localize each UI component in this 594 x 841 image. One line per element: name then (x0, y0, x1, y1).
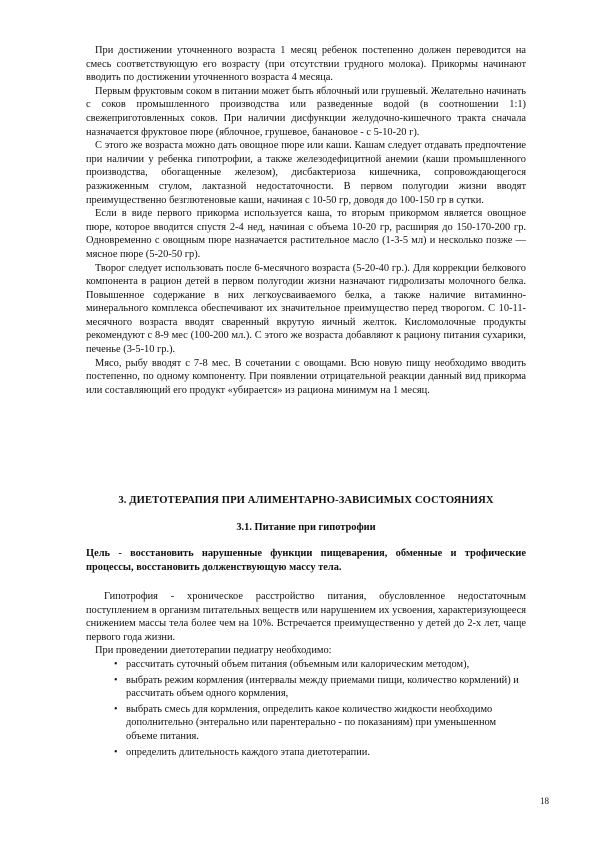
list-intro: При проведении диетотерапии педиатру необходимо: (95, 645, 332, 657)
subsection-heading: 3.1. Питание при гипотрофии (236, 522, 376, 533)
paragraph: Мясо, рыбу вводят с 7-8 мес. В сочетании с овощами. Всю новую пищу необходимо вводить постепенно, по одному компоненту. При появлении отрицательной реакции данный вид прикорма или составляющий его продукт «убирается» из рациона минимум на 1 месяц. (86, 357, 526, 396)
paragraph: Творог следует использовать после 6-месячного возраста (5-20-40 гр.). Для коррекции белкового компонента в рацион детей в первом полугодии жизни назначают гидролизаты молочного белка. Повышенное содержание в них легкоусваиваемого белка, а также наличие витаминно-минерального комплекса обеспечивают их значительное преимущество перед творогом. С 10-11-месячного возраста вводят сваренный вкрутую яичный желток. Кисломолочные продукты рекомендуют с 8-9 мес (100-200 мл.). С этого же возраста добавляют к рациону питания сухарики, печенье (3-5-10 гр.). (86, 262, 526, 356)
paragraph: Первым фруктовым соком в питании может быть яблочный или грушевый. Желательно начинать с соков промышленного производства или разведенные водой (в соотношении 1:1) свежеприготовленных соков. При наличии дисфункции желудочно-кишечного тракта сначала назначается фруктовое пюре (яблочное, грушевое, банановое - с 5-10-20 г). (86, 85, 526, 138)
paragraph: Если в виде первого прикорма используется каша, то вторым прикормом является овощное пюре, которое вводится спустя 2-4 нед, начиная с объема 10-20 гр, расширяя до 150-170-200 гр. Одновременно с овощным пюре назначается растительное масло (1-3-5 мл) и несколько позже — мясное пюре (5-20-50 гр). (86, 208, 526, 260)
list-item-text: выбрать режим кормления (интервалы между приемами пищи, количество кормлений) и рассчитать объем одного кормления, (126, 674, 519, 700)
section-heading: 3. ДИЕТОТЕРАПИЯ ПРИ АЛИМЕНТАРНО-ЗАВИСИМЫХ СОСТОЯНИЯХ (118, 495, 494, 506)
bullet-icon: • (114, 746, 118, 758)
list-item-text: определить длительность каждого этапа диетотерапии. (126, 746, 370, 758)
list-item (114, 658, 526, 672)
paragraph: С этого же возраста можно дать овощное пюре или каши. Кашам следует отдавать предпочтение при наличии у ребенка гипотрофии, а также железодефицитной анемии (каши промышленного производства, обогащенные железом), дисбактериоза кишечника, сопровождающегося разжиженным стулом, лактазной недостаточности. В первом полугодии жизни вводят преимущественно безглютеновые каши, начиная с 10-50 гр, доводя до 100-150 гр в сутки. (86, 140, 526, 206)
list-item-text: рассчитать суточный объем питания (объемным или калорическим методом), (126, 658, 470, 670)
paragraph: При достижении уточненного возраста 1 месяц ребенок постепенно должен переводится на смесь соответствующую его возрасту (при отсутствии грудного молока). Прикормы начинают вводить по достижении уточненного возраста 4 месяца. (86, 45, 526, 84)
goal-statement: Цель - восстановить нарушенные функции пищеварения, обменные и трофические процессы, восстановить долженствующую массу тела. (86, 548, 526, 573)
page-number: 18 (540, 796, 549, 806)
bullet-icon: • (114, 674, 118, 686)
list-item (114, 746, 526, 760)
list-item-text: выбрать смесь для кормления, определить какое количество жидкости необходимо дополнительно (энтерально или парентерально - по показаниям) при уменьшенном объеме питания. (126, 703, 497, 742)
intro-text-block (86, 44, 526, 397)
bullet-icon: • (114, 658, 118, 670)
definition-paragraph: Гипотрофия - хроническое расстройство питания, обусловленное недостаточным поступлением в организм питательных веществ или нарушением их усвоения, характеризующееся снижением массы тела более чем на 10%. Встречается преимущественно у детей до 2-х лет, чаще первого года жизни. (86, 591, 526, 643)
list-item (114, 674, 526, 701)
hypotrophy-text-block (86, 590, 526, 761)
bullet-list (86, 658, 526, 759)
list-item (114, 703, 526, 744)
bullet-icon: • (114, 703, 118, 715)
